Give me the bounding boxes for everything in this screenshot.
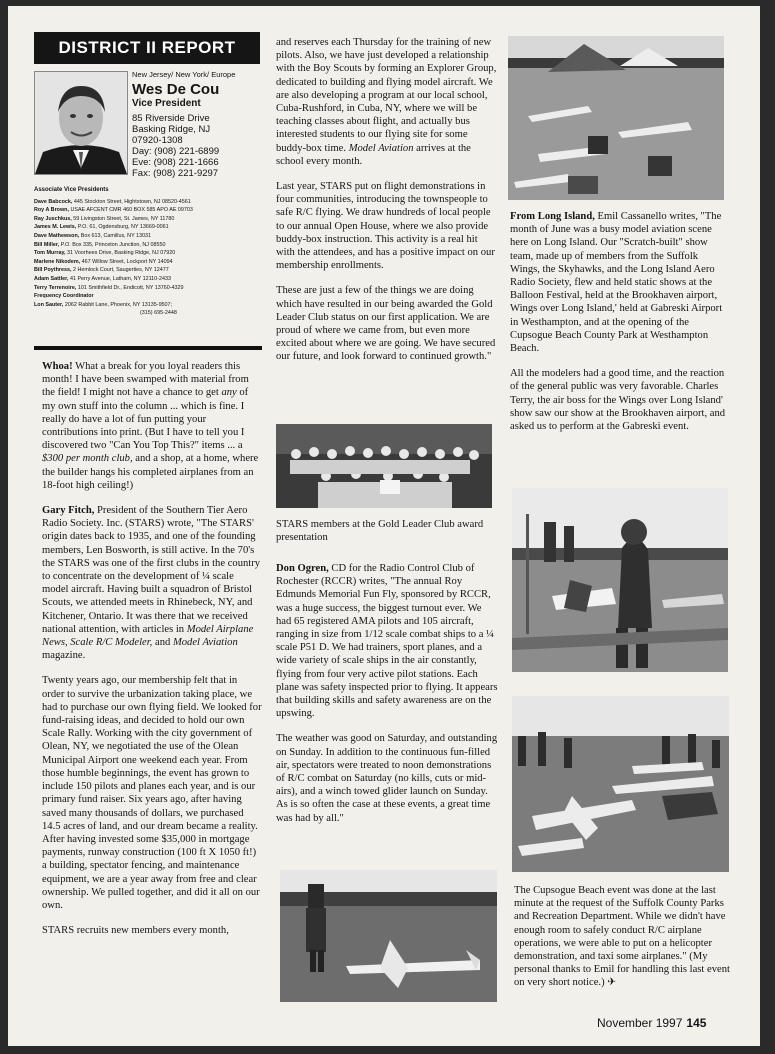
- text-run: magazine.: [42, 650, 86, 662]
- associate-name: Dave Babcock,: [34, 198, 73, 205]
- paragraph: The weather was good on Saturday, and outstanding on Sunday. In addition to the continuous fun-filled air, spectators were treated to noon demonstrations of R/C combat on Saturday (no kills, cuts or mid-airs), and a winch towed glider launch on Sunday. As is so often the case at these events, a great time was had by all.": [276, 733, 498, 824]
- associate-item: [34, 275, 262, 284]
- associate-item: [34, 249, 262, 258]
- column-1: [42, 360, 262, 949]
- paragraph: Twenty years ago, our membership felt that in order to survive the urbanization taking place, we had to purchase our own flying field. We looked for fund-raising ideas, and decided to hold our own Scale Rally. Working with the city government of Olean, NY, we negotiated the use of the Olean Municipal Airport one weekend each year. From those humble beginnings, the event has grown to include 150 pilots and planes each year, and is our primary fund raiser. Six years ago, after having saved many thousands of dollars, we purchased 14.5 acres of land, and our dream became a reality. After having invested some $35,000 in mortgage payments, runway construction (100 ft X 1050 ft!) a building, spectator fencing, and maintenance equipment, we are a year away from free and clear ownership. We pulled together, and did it all on our own.: [42, 675, 262, 911]
- vp-portrait-photo: [34, 71, 128, 175]
- paragraph: [42, 360, 262, 492]
- text-run: and a shop, at a home, where the builder hangs his completed airplanes from an 18-foot high ceiling!): [42, 453, 259, 491]
- associate-item: [34, 215, 262, 224]
- gold-leader-group-photo: [276, 424, 492, 508]
- coordinator-item: [34, 301, 262, 310]
- associate-name: Dave Mathewson,: [34, 232, 80, 239]
- header-divider: [34, 346, 262, 350]
- column-3-bottom: [514, 884, 732, 1002]
- associate-item: [34, 206, 262, 215]
- associate-item: [34, 198, 262, 207]
- associate-detail: 31 Voorhees Drive, Basking Ridge, NJ 07920: [65, 250, 176, 257]
- text-run: Emil Cassanello writes, "The month of June was a busy model aviation scene here on Long Island. Our "Scratch-built" show team, made up of members from the Suffolk Wings, the Skyhawks, and the Long Island Aero Radio Society, flew and held static shows at the Balloon Festival, held at the Brookhaven airport, Wings over Long Island,' held at Gabreski Airport in Westhampton, and at the opening of the Cupsogue Beach County Park at Westhampton Beach.: [510, 211, 723, 355]
- paragraph-lead: From Long Island,: [510, 211, 595, 222]
- address-line: 85 Riverside Drive: [132, 113, 210, 124]
- associate-detail: 41 Perry Avenue, Latham, NY 12110-2433: [68, 275, 171, 282]
- paragraph: Last year, STARS put on flight demonstrations in four communities, introducing the townspeople to safe R/C flying. We draw hundreds of local people to our annual Open House, where we also provide buddy-box instruction. This activity is a real hit with the attendees, and has a positive impact on our membership enrollments.: [276, 181, 495, 272]
- associate-name: Tom Murray,: [34, 250, 66, 257]
- associate-name: Bill Poythress,: [34, 267, 72, 274]
- paragraph: [276, 562, 498, 720]
- paragraph: [42, 504, 262, 662]
- vp-address: [132, 113, 219, 179]
- associate-detail: P.O. 61, Ogdensburg, NY 13669-0061: [76, 224, 169, 231]
- text-run: and reserves each Thursday for the training of new pilots. Also, we have just developed a relationship with the Boy Scouts by forming an Explorer Group, dedicated to building and flying model aircraft. We are also developing a program at our local school, Cuba-Rushford, in Cuba, NY, where we will be teaching classes about flight, and actually bus interested students to our flying site for some buddy-box time.: [276, 37, 497, 154]
- associate-item: [34, 223, 262, 232]
- associate-name: Marlene Nikodem,: [34, 258, 81, 265]
- vp-contact-block: [132, 82, 219, 179]
- text-emphasis: Model Aviation: [172, 637, 238, 649]
- associate-name: Roy A Brown,: [34, 207, 69, 214]
- address-line: Basking Ridge, NJ: [132, 124, 211, 135]
- associate-name: Terry Terrenoire,: [34, 284, 77, 291]
- text-emphasis: $300 per month club,: [42, 453, 133, 465]
- text-emphasis: any: [221, 387, 237, 399]
- flying-field-photo: [508, 36, 724, 200]
- column-2-bottom: [276, 562, 498, 837]
- associate-detail: USAE AFCENT CMR 460 BOX 585 APO AE 09703: [68, 207, 193, 214]
- column-2-top: [276, 36, 498, 376]
- phone-fax: Fax: (908) 221-9297: [132, 168, 219, 179]
- paragraph: [510, 210, 728, 355]
- paragraph-lead: Don Ogren,: [276, 563, 329, 574]
- text-run: President of the Southern Tier Aero Radio Society. Inc. (STARS) wrote, "The STARS' origin dates back to 1935, and one of the founding members, Len Bosworth, is still active. In the 70's the STARS was one of the first clubs in the country to concentrate on the development of ¼ scale model aircraft. Having built a squadron of Bristol Scouts, we attended meets in Rhinebeck, NY, and Kitchener, Ontario. It was there that we received national attention, with articles in: [42, 505, 261, 635]
- coordinator-detail: 2062 Rabbit Lane, Phoenix, NY 13135-9507;: [63, 301, 173, 308]
- region-label: New Jersey/ New York/ Europe: [132, 70, 236, 79]
- address-line: 07920-1308: [132, 135, 183, 146]
- page-footer: [597, 1016, 706, 1030]
- pilot-with-model-photo: [280, 870, 497, 1002]
- associate-detail: 445 Stockton Street, Hightstown, NJ 08520-4561: [72, 198, 191, 205]
- paragraph: All the modelers had a good time, and the reaction of the general public was very favorable. Charles Terry, the air boss for the Wings over Long Island' show saw our show at the Brookhaven airport, and asked us to perform at the Gabreski event.: [510, 368, 726, 433]
- coordinator-name: Lon Sauter,: [34, 301, 64, 308]
- paragraph-lead: Whoa!: [42, 361, 73, 372]
- boy-with-plane-photo: [512, 488, 728, 672]
- associate-item: [34, 232, 262, 241]
- paragraph-lead: Gary Fitch,: [42, 505, 95, 517]
- associate-item: [34, 241, 262, 250]
- associate-detail: 101 Smithfield Dr., Endicott, NY 13760-4329: [76, 284, 184, 291]
- page-number: 145: [686, 1016, 707, 1030]
- associate-item: [34, 258, 262, 267]
- associate-name: Bill Miller,: [34, 241, 60, 248]
- paragraph: [276, 36, 498, 168]
- associate-detail: P.O. Box 335, Princeton Junction, NJ 08550: [59, 241, 166, 248]
- column-3: [510, 210, 728, 445]
- paragraph: STARS recruits new members every month,: [42, 925, 229, 937]
- vp-name: Wes De Cou: [132, 81, 220, 98]
- text-run: of my own stuff into the column ... which is fine. I really do have a lot of fun putting your contributions into print. (But I have to tell you I discovered two "Can You Top This?" items ... a: [42, 387, 249, 452]
- associate-name: James M. Lewis,: [34, 224, 77, 231]
- associate-item: [34, 284, 262, 293]
- associate-name: Adam Sattler,: [34, 275, 69, 282]
- text-run: and: [152, 637, 173, 649]
- coordinator-phone: (315) 695-2448: [140, 310, 177, 317]
- text-emphasis: Model Aviation: [348, 142, 414, 154]
- associate-heading: Associate Vice Presidents: [34, 187, 109, 193]
- vp-title: Vice President: [132, 98, 201, 109]
- associate-detail: 467 Willow Street, Lockport NY 14094: [80, 258, 173, 265]
- phone-eve: Eve: (908) 221-1666: [132, 157, 219, 168]
- associate-name: Ray Juschkus,: [34, 215, 72, 222]
- text-run: What a break for you loyal readers this month! I have been swamped with material from the field! I might not have a chance to get: [42, 361, 249, 399]
- text-run: arrives at the school every month.: [276, 142, 471, 167]
- paragraph: These are just a few of the things we are doing which have resulted in our being awarded the Gold Leader Club status on our first application. We are proud of where we came from, but even more excited about where we are going. We have secured our future, and look forward to continued growth.": [276, 285, 496, 363]
- text-run: CD for the Radio Control Club of Rochester (RCCR) writes, "The annual Roy Edmunds Memorial Fun Fly, sponsored by RCCR, was a huge success, the biggest turnout ever. We had 65 registered AMA pilots and 105 aircraft, ranging in size from 1/12 scale combat ships to a ¼ scale P51 D. We had trainers, sport planes, and a wide variety of scale ships in the air constantly, flying from four very active pilot stations. Each plane was safety inspected prior to flying. It appears that building skills and safety awareness are on the upswing.: [276, 563, 498, 720]
- district-banner: DISTRICT II REPORT: [34, 32, 260, 64]
- static-display-photo: [512, 696, 729, 872]
- phone-day: Day: (908) 221-6899: [132, 146, 220, 157]
- issue-date: November 1997: [597, 1016, 683, 1030]
- photo-caption: STARS members at the Gold Leader Club award presentation: [276, 519, 484, 544]
- associate-vp-list: [34, 186, 262, 318]
- associate-item: [34, 266, 262, 275]
- associate-detail: 59 Livingston Street, St. James, NY 11780: [71, 215, 175, 222]
- text-emphasis: Model Airplane News, Scale R/C Modeler,: [42, 623, 254, 649]
- associate-detail: Box 613, Camillus, NY 13031: [79, 232, 152, 239]
- paragraph: The Cupsogue Beach event was done at the last minute at the request of the Suffolk County Parks and Recreation Department. While we didn't have enough room to safely conduct R/C airplane operations, we were able to put on a helicopter demonstration, and taxi some airplanes." (My personal thanks to Emil for handling this last event on very short notice.) ✈: [514, 885, 730, 989]
- associate-detail: 2 Hemlock Court, Saugerties, NY 12477: [71, 267, 169, 274]
- coordinator-heading: Frequency Coordinator: [34, 293, 94, 300]
